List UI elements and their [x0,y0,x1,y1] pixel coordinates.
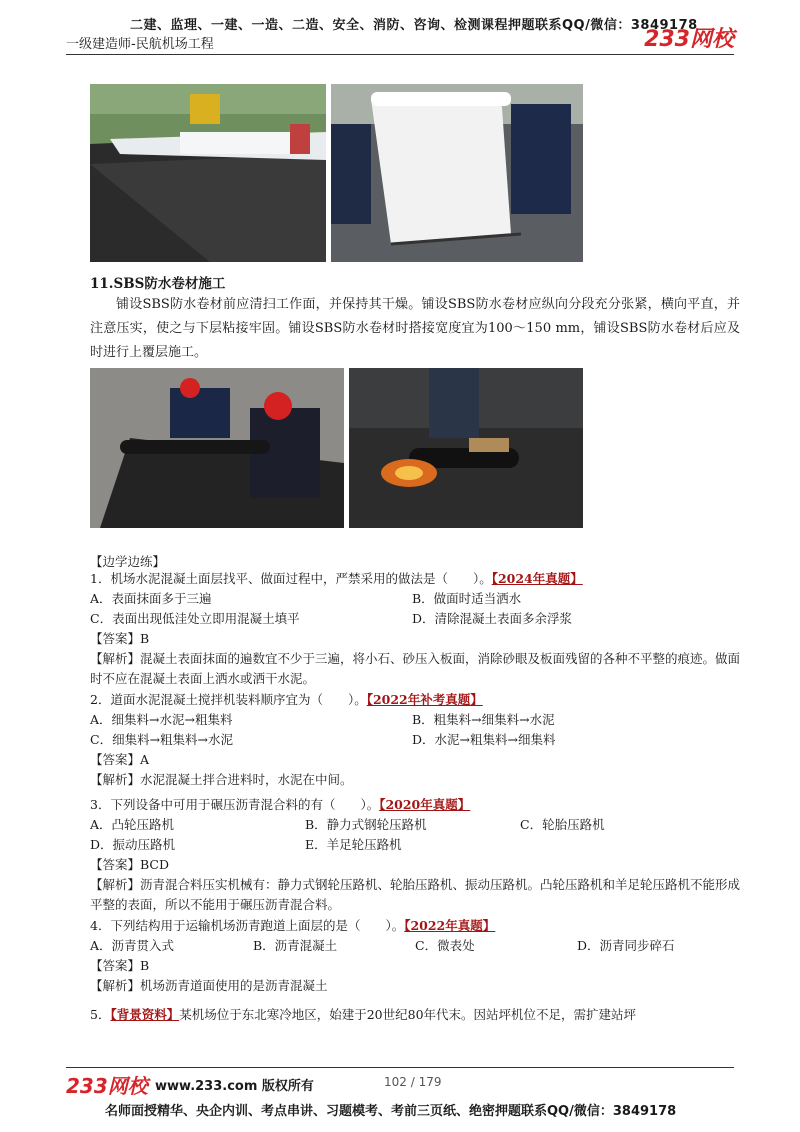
q1-option-a: A．表面抹面多于三遍 [90,591,212,606]
q4-stem: 4．下列结构用于运输机场沥青跑道上面层的是（ ）。 [90,918,405,933]
footer-copyright: www.233.com 版权所有 [155,1079,314,1094]
q4-option-a: A．沥青贯入式 [90,938,175,953]
brand-logo: 233网校 [644,27,734,52]
question-5 [90,1005,750,1025]
question-2 [90,690,750,790]
q3-options-row2 [90,835,750,855]
q1-stem: 1．机场水泥混凝土面层找平、做面过程中，严禁采用的做法是（ ）。 [90,571,492,586]
q3-options-row1 [90,815,750,835]
practice-heading: 【边学边练】 [90,554,166,569]
q1-options-row2 [90,609,750,629]
question-3 [90,795,750,915]
photo-torch-applying [349,368,583,528]
q2-tag: 【2022年补考真题】 [366,692,483,707]
q3-option-b: B．静力式钢轮压路机 [305,817,427,832]
q4-stem-row [90,916,750,936]
q3-stem-row [90,795,750,815]
photo-roll-cart [331,84,583,262]
header-promo: 二建、监理、一建、一造、二造、安全、消防、咨询、检测课程押题联系QQ/微信：3849178 [130,18,698,33]
q2-option-b: B．粗集料→细集料→水泥 [412,712,555,727]
q1-option-b: B．做面时适当洒水 [412,591,522,606]
photo-membrane-laying [90,84,326,262]
q1-analysis: 【解析】混凝土表面抹面的遍数宜不少于三遍，将小石、砂压入板面，消除砂眼及板面残留的各种不平整的痕迹。做面时不应在混凝土表面上洒水或洒干水泥。 [90,651,741,686]
q3-option-d: D．振动压路机 [90,837,176,852]
q4-option-c: C．微表处 [415,938,475,953]
q2-answer: 【答案】A [90,752,150,767]
footer-logo: 233网校 [66,1074,148,1098]
q1-tag: 【2024年真题】 [491,571,583,586]
q3-option-c: C．轮胎压路机 [520,817,605,832]
q3-answer: 【答案】BCD [90,857,170,872]
q1-option-d: D．清除混凝土表面多余浮浆 [412,611,573,626]
q2-stem: 2．道面水泥混凝土搅拌机装料顺序宜为（ ）。 [90,692,367,707]
page-number: 102 / 179 [384,1075,442,1089]
q3-option-e: E．羊足轮压路机 [305,837,402,852]
footer-divider [66,1067,734,1068]
q3-stem: 3．下列设备中可用于碾压沥青混合料的有（ ）。 [90,797,380,812]
q4-option-d: D．沥青同步碎石 [577,938,675,953]
q2-analysis: 【解析】水泥混凝土拌合进料时，水泥在中间。 [90,772,353,787]
q2-options-row1 [90,710,750,730]
q4-option-b: B．沥青混凝土 [253,938,338,953]
q5-row [90,1005,750,1025]
q4-tag: 【2022年真题】 [404,918,496,933]
footer-promo: 名师面授精华、央企内训、考点串讲、习题模考、考前三页纸、绝密押题联系QQ/微信：3849178 [105,1104,677,1119]
q1-options-row1 [90,589,750,609]
q5-text: 某机场位于东北寒冷地区，始建于20世纪80年代末。因站坪机位不足，需扩建站坪 [179,1007,637,1022]
q2-option-d: D．水泥→粗集料→细集料 [412,732,556,747]
q3-option-a: A．凸轮压路机 [90,817,175,832]
header-subject: 一级建造师-民航机场工程 [66,37,214,52]
q3-analysis: 【解析】沥青混合料压实机械有：静力式钢轮压路机、轮胎压路机、振动压路机。凸轮压路机和羊足轮压路机不能形成平整的表面，所以不能用于碾压沥青混合料。 [90,877,741,912]
q4-analysis: 【解析】机场沥青道面使用的是沥青混凝土 [90,978,328,993]
header-divider [66,54,734,55]
q2-stem-row [90,690,750,710]
q5-number: 5． [90,1007,111,1022]
section-paragraph: 铺设SBS防水卷材前应清扫工作面，并保持其干燥。铺设SBS防水卷材应纵向分段充分张紧，横向平直，并注意压实，使之与下层粘接牢固。铺设SBS防水卷材时搭接宽度宜为100～150 mm，铺设SBS防水卷材后应及时进行上覆层施工。 [90,297,740,360]
q2-option-c: C．细集料→粗集料→水泥 [90,732,234,747]
q2-options-row2 [90,730,750,750]
q1-stem-row [90,569,750,589]
q1-answer: 【答案】B [90,631,150,646]
section-title: 11.SBS防水卷材施工 [90,276,226,292]
photo-sbs-workers [90,368,344,528]
q2-option-a: A．细集料→水泥→粗集料 [90,712,233,727]
q4-answer: 【答案】B [90,958,150,973]
q1-option-c: C．表面出现低洼处立即用混凝土填平 [90,611,300,626]
q3-tag: 【2020年真题】 [379,797,471,812]
question-1 [90,569,750,689]
q5-tag: 【背景资料】 [110,1007,180,1022]
q4-options-row [90,936,750,956]
question-4 [90,916,750,996]
